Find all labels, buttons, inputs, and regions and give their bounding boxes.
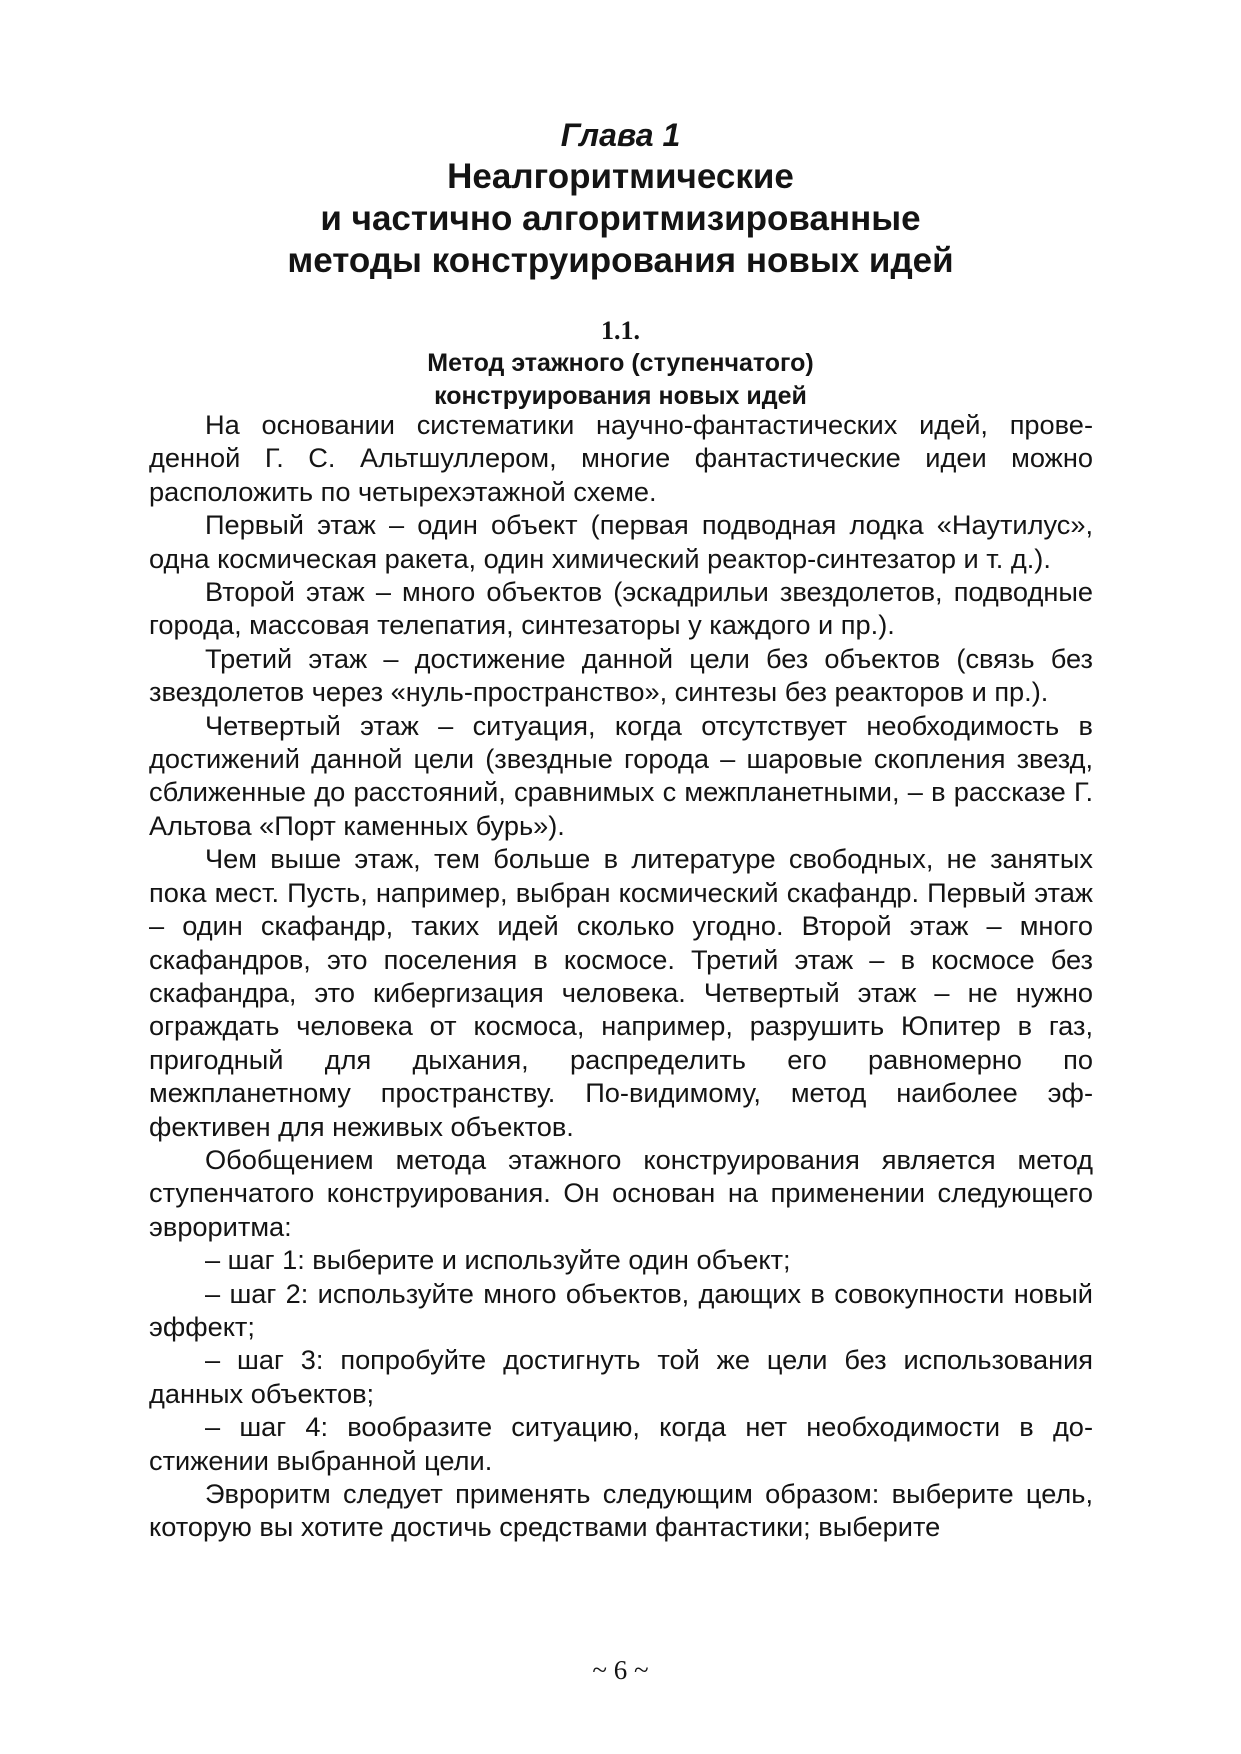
paragraph: Чем выше этаж, тем больше в литературе свободных, не занятых пока мест. Пусть, например, выбран космический скафандр. Первый этаж – один скафандр, таких идей сколько угодно. Второй этаж – много скафандров, это поселения в космосе. Третий этаж – в космосе без скафандра, это кибергизация человека. Четвертый этаж – не нужно ограждать человека от космоса, например, разрушить Юпитер в газ, пригодный для дыхания, распределить его равномерно по межпланетному пространству. По-видимому, метод наиболее эффективен для неживых объектов. <box>149 843 1093 1142</box>
paragraph: На основании систематики научно-фантастических идей, проведенной Г. С. Альтшуллером, многие фантастические идеи можно расположить по четырехэтажной схеме. <box>149 409 1093 507</box>
section-title <box>0 314 1241 413</box>
section-title-text: Метод этажного (ступенчатого) <box>427 349 814 377</box>
list-item: – шаг 2: используйте много объектов, дающих в совокупности новый эффект; <box>149 1277 1093 1342</box>
paragraph: Эвроритм следует применять следующим образом: выберите цель, которую вы хотите достичь средствами фантастики; выберите <box>149 1478 1093 1543</box>
chapter-label: Глава 1 <box>560 117 681 153</box>
list-item: – шаг 4: вообразите ситуацию, когда нет необходимости в достижении выбранной цели. <box>149 1411 1093 1476</box>
page-number: ~ 6 ~ <box>592 1655 649 1685</box>
chapter-title <box>0 156 1241 282</box>
chapter-title-line: и частично алгоритмизированные <box>320 199 921 238</box>
paragraph: Обобщением метода этажного конструирования является метод ступенчатого конструирования. Он основан на применении следующего эвроритма: <box>149 1143 1093 1242</box>
chapter-title-line: Неалгоритмические <box>447 157 794 196</box>
paragraph: Четвертый этаж – ситуация, когда отсутствует необходимость в достижений данной цели (звездные города – шаровые скопления звезд, сближенные до расстояний, сравнимых с межпланетными, – в рассказе Г. Альтова «Порт каменных бурь»). <box>149 709 1093 841</box>
section-number: 1.1. <box>601 316 640 345</box>
list-item: – шаг 1: выберите и используйте один объект; <box>205 1244 791 1276</box>
section-title-line-2: конструирования новых идей <box>434 382 807 410</box>
list-item: – шаг 3: попробуйте достигнуть той же цели без использования данных объектов; <box>149 1344 1093 1409</box>
paragraph: Второй этаж – много объектов (эскадрильи звездолетов, подводные города, массовая телепатия, синтезаторы у каждого и пр.). <box>149 576 1093 641</box>
section-title-line-1 <box>0 314 1241 380</box>
paragraph: Первый этаж – один объект (первая подводная лодка «Наутилус», одна космическая ракета, один химический реактор-синтезатор и т. д.). <box>149 509 1093 574</box>
body-text <box>149 408 1093 1544</box>
paragraph: Третий этаж – достижение данной цели без объектов (связь без звездолетов через «нуль-пространство», синтезы без реакторов и пр.). <box>149 642 1093 708</box>
chapter-title-line: методы конструирования новых идей <box>287 241 954 280</box>
